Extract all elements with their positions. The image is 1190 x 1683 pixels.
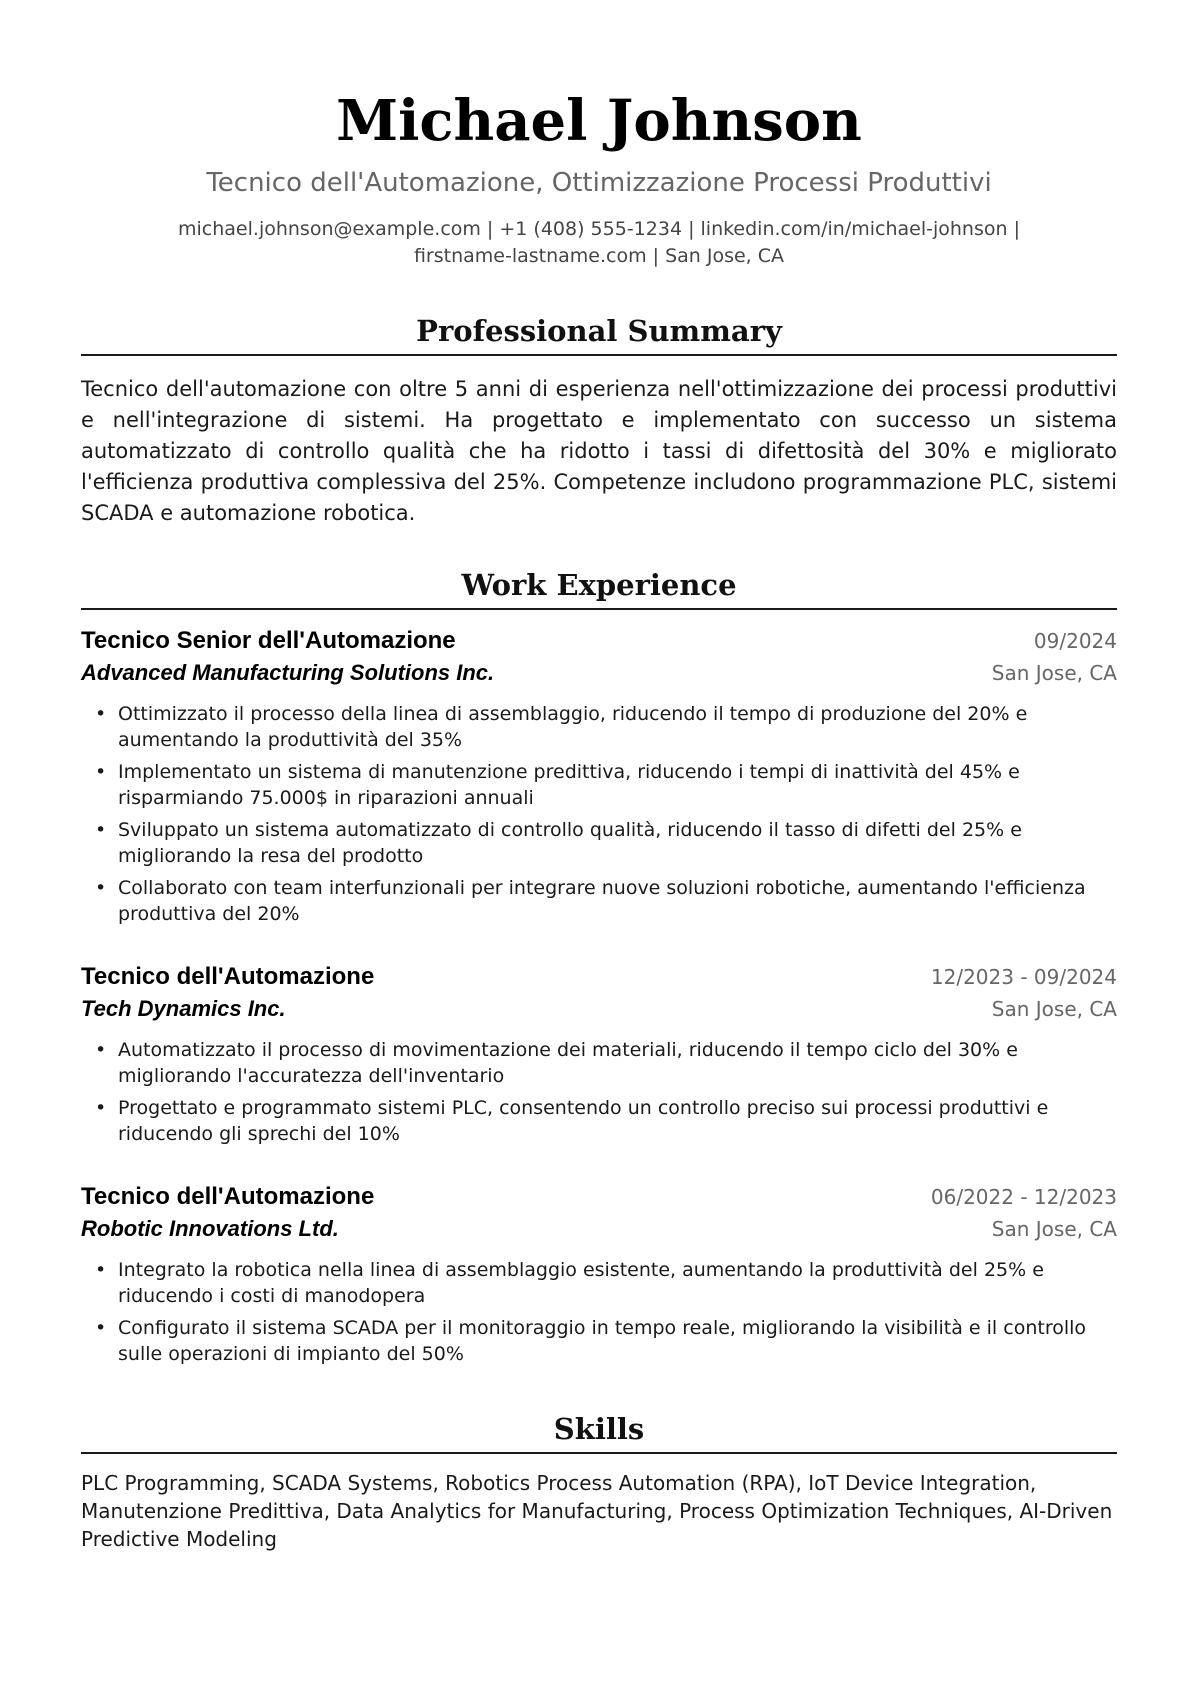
- job-date: 06/2022 - 12/2023: [930, 1185, 1117, 1209]
- job-date: 12/2023 - 09/2024: [930, 965, 1117, 989]
- company-name: Tech Dynamics Inc.: [81, 996, 286, 1021]
- bullet-item: • Configurato il sistema SCADA per il monitoraggio in tempo reale, migliorando la visibilità e il controllo sulle operazioni di impianto del 50%: [81, 1315, 1117, 1367]
- contact-line-1: michael.johnson@example.com | +1 (408) 555-1234 | linkedin.com/in/michael-johnson |: [178, 218, 1020, 240]
- skills-section: [81, 1411, 1117, 1553]
- job-bullets: [81, 1257, 1117, 1367]
- job-header: [81, 961, 1117, 993]
- job-subheader: [81, 993, 1117, 1025]
- job-title: Tecnico Senior dell'Automazione: [81, 627, 456, 654]
- job-location: San Jose, CA: [991, 1217, 1117, 1241]
- contact-info: [81, 216, 1117, 270]
- company-name: Advanced Manufacturing Solutions Inc.: [81, 660, 495, 685]
- company-name: Robotic Innovations Ltd.: [81, 1216, 339, 1241]
- professional-summary-section: [81, 313, 1117, 529]
- bullet-item: • Progettato e programmato sistemi PLC, consentendo un controllo preciso sui processi produttivi e riducendo gli sprechi del 10%: [81, 1095, 1117, 1147]
- job-subheader: [81, 1213, 1117, 1245]
- work-experience-section: [81, 567, 1117, 1367]
- resume-page: [81, 0, 1117, 1553]
- bullet-item: • Implementato un sistema di manutenzione predittiva, riducendo i tempi di inattività del 45% e risparmiando 75.000$ in riparazioni annuali: [81, 759, 1117, 811]
- contact-line-2: firstname-lastname.com | San Jose, CA: [413, 245, 785, 267]
- job-header: [81, 625, 1117, 657]
- bullet-item: • Ottimizzato il processo della linea di assemblaggio, riducendo il tempo di produzione del 20% e aumentando la produttività del 35%: [81, 701, 1117, 753]
- bullet-item: • Integrato la robotica nella linea di assemblaggio esistente, aumentando la produttività del 25% e riducendo i costi di manodopera: [81, 1257, 1117, 1309]
- job-subheader: [81, 657, 1117, 689]
- job-header: [81, 1181, 1117, 1213]
- section-heading-summary: Professional Summary: [81, 313, 1117, 356]
- candidate-title: Tecnico dell'Automazione, Ottimizzazione Processi Produttivi: [206, 168, 992, 198]
- section-heading-skills: Skills: [81, 1411, 1117, 1454]
- candidate-name: Michael Johnson: [336, 88, 862, 154]
- job-location: San Jose, CA: [991, 997, 1117, 1021]
- job-title: Tecnico dell'Automazione: [81, 963, 375, 990]
- skills-text: PLC Programming, SCADA Systems, Robotics Process Automation (RPA), IoT Device Integration, Manutenzione Predittiva, Data Analytics for Manufacturing, Process Optimization Techniques, AI-Driven Predictive Modeling: [81, 1471, 1113, 1551]
- job-date: 09/2024: [1033, 629, 1117, 653]
- bullet-item: • Sviluppato un sistema automatizzato di controllo qualità, riducendo il tasso di difetti del 25% e migliorando la resa del prodotto: [81, 817, 1117, 869]
- bullet-item: • Automatizzato il processo di movimentazione dei materiali, riducendo il tempo ciclo del 30% e migliorando l'accuratezza dell'inventario: [81, 1037, 1117, 1089]
- section-heading-experience: Work Experience: [81, 567, 1117, 610]
- summary-text: Tecnico dell'automazione con oltre 5 anni di esperienza nell'ottimizzazione dei processi produttivi e nell'integrazione di sistemi. Ha progettato e implementato con successo un sistema automatizzato di controllo qualità che ha ridotto i tassi di difettosità del 30% e migliorato l'efficienza produttiva complessiva del 25%. Competenze includono programmazione PLC, sistemi SCADA e automazione robotica.: [81, 377, 1117, 525]
- job-entry: [81, 625, 1117, 927]
- bullet-item: • Collaborato con team interfunzionali per integrare nuove soluzioni robotiche, aumentando l'efficienza produttiva del 20%: [81, 875, 1117, 927]
- job-bullets: [81, 701, 1117, 927]
- job-bullets: [81, 1037, 1117, 1147]
- job-title: Tecnico dell'Automazione: [81, 1183, 375, 1210]
- job-entry: [81, 961, 1117, 1147]
- job-entry: [81, 1181, 1117, 1367]
- job-location: San Jose, CA: [991, 661, 1117, 685]
